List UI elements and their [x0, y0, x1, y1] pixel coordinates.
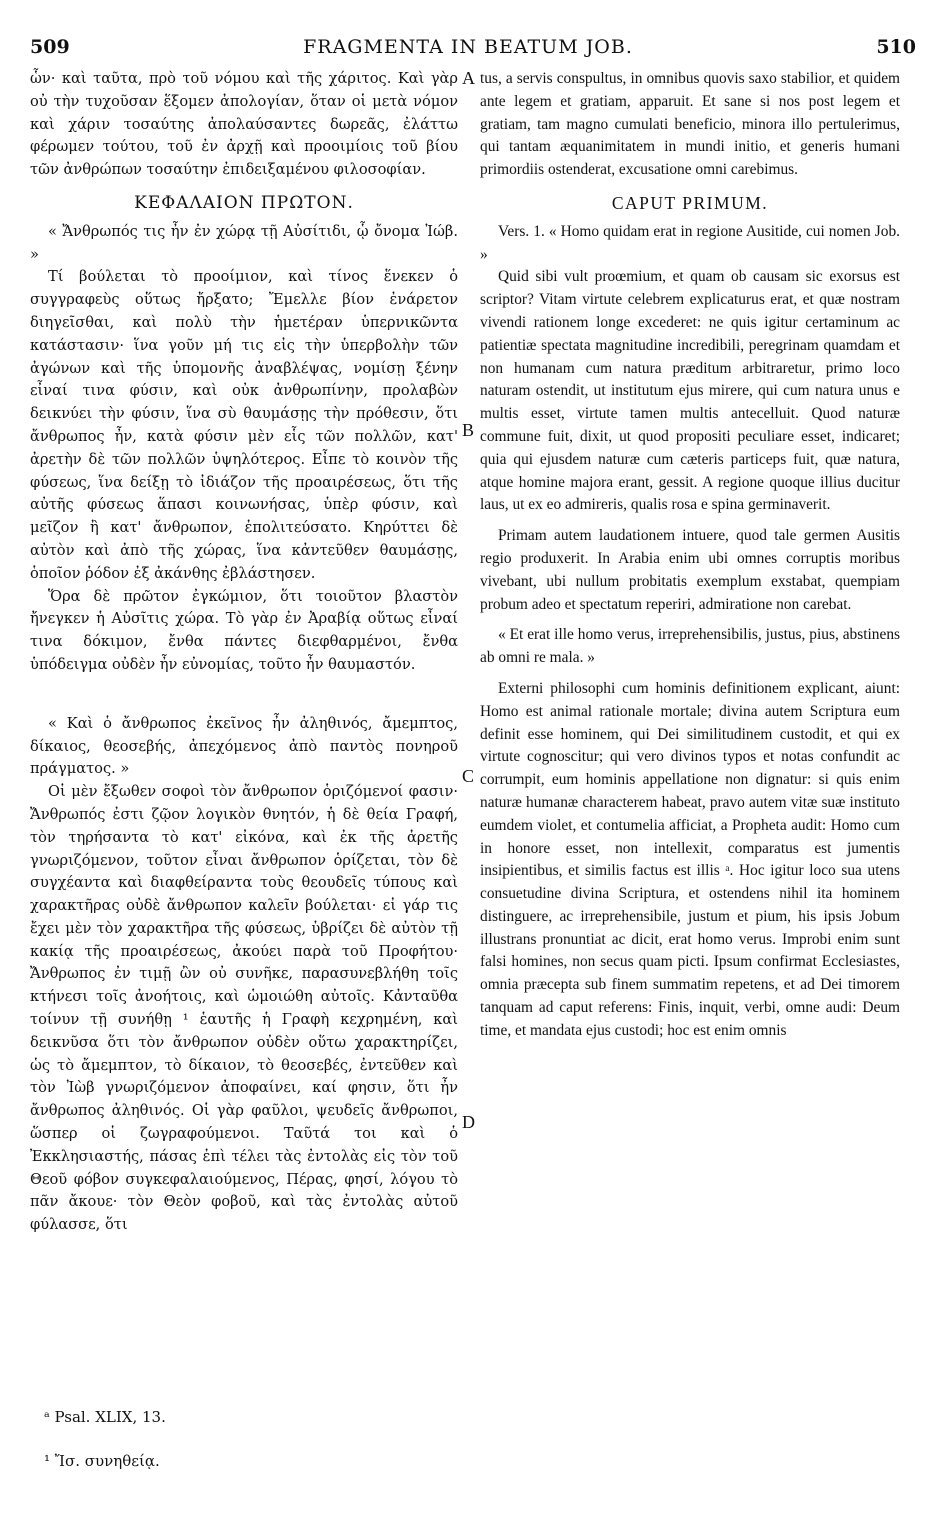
page-number-left: 509 — [30, 36, 70, 58]
footnote-a: ᵃ Psal. XLIX, 13. — [44, 1408, 166, 1426]
latin-chapter-heading: CAPUT PRIMUM. — [611, 192, 769, 213]
margin-letter-b: B — [462, 420, 475, 440]
page-number-right: 510 — [876, 36, 916, 58]
margin-letter-d: D — [462, 1112, 475, 1132]
greek-verse-2: « Καὶ ὁ ἄνθρωπος ἐκεῖνος ἦν ἀληθινός, ἄμεμπτος, δίκαιος, θεοσεβής, ἀπεχόμενος ἀπὸ παντὸς πονηροῦ πράγματος. » — [30, 714, 458, 778]
greek-intro-paragraph: ὧν· καὶ ταῦτα, πρὸ τοῦ νόμου καὶ τῆς χάριτος. Καὶ γὰρ οὐ τὴν τυχοῦσαν ἕξομεν ἀπολογίαν, ὅταν οἱ μετὰ νόμον καὶ χάριν τοσαύτης ἀπολαύσαντες δωρεᾶς, ἐλάττω φέρωμεν τούτου, τοῦ ἐν ἀρχῇ καὶ προοιμίοις τοῦ βίου τῶν ἀνθρώπων τοσαύτην ἐπιδειξαμένου φιλοσοφίαν. — [30, 70, 458, 179]
latin-intro-paragraph: tus, a servis conspultus, in omnibus quovis saxo stabilior, et quidem ante legem et gratiam, apparuit. Et sane si nos post legem et gratiam, tam magno cumulati beneficio, minora illo pertulerimus, qui tantam æquanimitatem in mundi initio, et generis humani primordiis ostenderat, excusatione omni carebimus. — [480, 70, 900, 179]
latin-verse-2: « Et erat ille homo verus, irreprehensibilis, justus, pius, abstinens ab omni re mala. » — [480, 626, 900, 667]
latin-column — [480, 68, 900, 1043]
latin-commentary-2: Primam autem laudationem intuere, quod tale germen Ausitis regio produxerit. In Arabia enim ubi omnes corruptis moribus vivebant, ubi nullum probitatis exemplum exstabat, quempiam probum adeo et spectatum reperiri, admiratione non carebat. — [480, 527, 900, 613]
margin-letter-a: A — [462, 68, 475, 88]
running-title: FRAGMENTA IN BEATUM JOB. — [303, 36, 633, 58]
greek-column — [30, 68, 458, 1237]
greek-commentary-3: Οἱ μὲν ἔξωθεν σοφοὶ τὸν ἄνθρωπον ὁριζόμενοί φασιν· Ἄνθρωπός ἐστι ζῷον λογικὸν θνητόν, ἡ δὲ θεία Γραφή, τὸν τηρήσαντα τὸ κατ' εἰκόνα, καὶ ἐκ τῆς ἀρετῆς γνωριζόμενον, τοῦτον εἶναι ἄνθρωπον ὁρίζεται, τὸν δὲ συγχέαντα καὶ διαφθείραντα τοὺς θεουδεῖς τύπους καὶ χαρακτῆρας οὐδὲ ἄνθρωπον καλεῖν βούλεται· εἰ γάρ τις ἔχει μὲν τὸν χαρακτῆρα τῆς φύσεως, ὑβρίζει δὲ αὐτὸν τῇ κακίᾳ τῆς προαιρέσεως, ἀκούει παρὰ τοῦ Προφήτου· Ἄνθρωπος ἐν τιμῇ ὢν οὐ συνῆκε, παρασυνεβλήθη τοῖς κτήνεσι τοῖς ἀνοήτοις, καὶ ὡμοιώθη αὐτοῖς. Κἀνταῦθα τοίνυν τῇ συνήθῃ ¹ ἑαυτῆς ἡ Γραφὴ κεχρημένη, καὶ δεικνῦσα ὅτι τὸν ἄνθρωπον οὐδὲν οὕτω χαρακτηρίζει, ὡς τὸ ἄμεμπτον, τὸ δίκαιον, τὸ θεοσεβές, ἐντεῦθεν καὶ τὸν Ἰὼβ γνωριζόμενον ἀποφαίνει, καί φησιν, ὅτι ἦν ἄνθρωπος ἀληθινός. Οἱ γὰρ φαῦλοι, ψευδεῖς ἄνθρωποι, ὥσπερ οἱ ζωγραφούμενοι. Ταῦτά τοι καὶ ὁ Ἐκκλησιαστής, πάσας ἐπὶ τέλει τὰς ἐντολὰς εἰς τὸν τοῦ Θεοῦ φόβον συγκεφαλαιούμενος, Πέρας, φησί, λόγου τὸ πᾶν ἄκουε· τὸν Θεὸν φοβοῦ, καὶ τὰς ἐντολὰς αὐτοῦ φύλασσε, ὅτι — [30, 783, 458, 1234]
latin-verse-1: Vers. 1. « Homo quidam erat in regione Ausitide, cui nomen Job. » — [480, 222, 900, 263]
latin-commentary-3: Externi philosophi cum hominis definitionem explicant, aiunt: Homo est animal rationale mortale; divina autem Scriptura eum definit esse hominem, qui Dei similitudinem custodit, et qui ex virtute cognoscitur; qui vero divinos typos et notas confundit ac corrumpit, eum hominis appellatione non dignatur: si quis enim naturæ humanæ characterem habeat, pravo autem vitæ suæ instituto eumdem violet, et contumelia afficiat, a Propheta audit: Homo cum in honore esset, non intellexit, comparatus est jumentis insipientibus, et similis factus est illis ᵃ. Hoc igitur loco sua utens consuetudine divina Scriptura, et ostendens nihil ita hominem distinguere, ac irreprehensibile, justum et pium, his ipsis Jobum illustrans pronuntiat ac dicit, erat homo verus. Improbi enim sunt falsi homines, non secus quam picti. Ipsum confirmat Ecclesiastes, omnia præcepta sub finem summatim repetens, et ad Dei timorem tanquam ad caput referens: Finis, inquit, verbi, omne audi: Deum time, et mandata ejus custodi; hoc est enim omnis — [480, 679, 900, 1039]
margin-letter-c: C — [462, 766, 475, 786]
greek-commentary-1: Τί βούλεται τὸ προοίμιον, καὶ τίνος ἕνεκεν ὁ συγγραφεὺς οὕτως ἤρξατο; Ἔμελλε βίον ἐνάρετον διηγεῖσθαι, καὶ πολὺ τὴν ἡμετέραν ὑπερνικῶντα κατάστασιν· ἵνα γοῦν μή τις εἰς τὴν ὑπερβολὴν τῶν ἀγώνων καὶ τῆς ὑπομονῆς ἀναβλέψας, νομίσῃ ξένην εἶναί τινα φύσιν, καὶ οὐκ ἀνθρωπίνην, προλαβὼν δεικνύει τὴν φύσιν, ἵνα σὺ θαυμάσῃς τὴν πρόθεσιν, ὅτι ἄνθρωπος ἦν, κατὰ φύσιν μὲν εἷς τῶν πολλῶν, κατ' ἀρετὴν δὲ τῶν πολλῶν ὑψηλότερος. Εἶπε τὸ κοινὸν τῆς φύσεως, ἵνα δείξῃ τὸ ἰδιάζον τῆς προαιρέσεως, ὅτι τῆς αὐτῆς φύσεως ἅπασι κοινωνήσας, ὑπὲρ φύσιν, καὶ μεῖζον ἢ κατ' ἄνθρωπον, ἐπολιτεύσατο. Κηρύττει δὲ αὐτὸν καὶ ἀπὸ τῆς χώρας, ἵνα κἀντεῦθεν θαυμάσῃς, ὁποῖον ῥόδον ἐξ ἀκάνθης ἐβλάστησεν. — [30, 268, 458, 582]
footnote-1: ¹ Ἴσ. συνηθείᾳ. — [44, 1452, 160, 1470]
greek-commentary-2: Ὅρα δὲ πρῶτον ἐγκώμιον, ὅτι τοιοῦτον βλαστὸν ἤνεγκεν ἡ Αὐσῖτις χώρα. Τὸ γὰρ ἐν Ἀραβίᾳ οὕτως εἶναί τινα δόκιμον, ἔνθα πάντες διεφθαρμένοι, ἔνθα ὑπόδειγμα οὐδὲν ἦν εὐνομίας, τοῦτο ἦν θαυμαστόν. — [30, 587, 458, 673]
greek-verse-1: « Ἄνθρωπός τις ἦν ἐν χώρᾳ τῇ Αὐσίτιδι, ᾧ ὄνομα Ἰώβ. » — [30, 222, 458, 263]
running-header — [0, 0, 936, 62]
greek-chapter-heading: ΚΕΦΑΛΑΙΟΝ ΠΡΩΤΟΝ. — [134, 192, 354, 213]
latin-commentary-1: Quid sibi vult proœmium, et quam ob causam sic exorsus est scriptor? Vitam virtute celebrem explicaturus erat, et quæ nostram vivendi rationem longe excederet: ne quis igitur certaminum ac patientiæ spectata magnitudine incredibili, peregrinam quamdam et non humanam cum natura præditum arbitraretur, primo loco naturam ostendit, ut institutum ejus mirere, qui cum natura unus e multis esset, virtute tamen multis antecelluit. Quod naturæ commune fuit, dixit, ut quod propositi peculiare esset, indicaret; quia qui ejusdem naturæ cum cæteris particeps fuit, quæ natura, atque homine majora erant, gessit. A regione quoque illius ducitur laus, ut ex eo admireris, qualis rosa e spina germinaverit. — [480, 268, 900, 514]
